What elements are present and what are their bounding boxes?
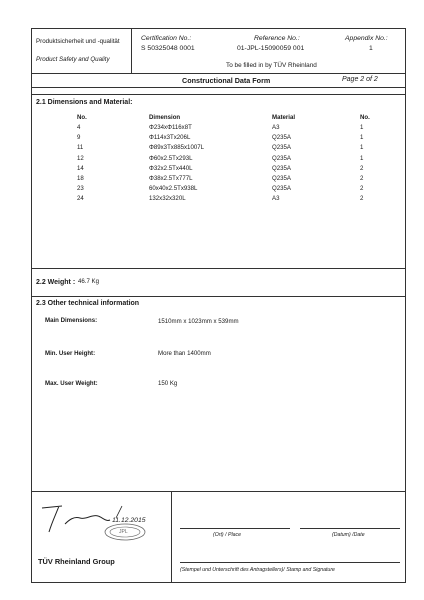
weight-value: 46.7 Kg [78, 278, 100, 285]
date-line [300, 528, 400, 529]
cell-no: 18 [77, 175, 84, 182]
footer-block [32, 492, 405, 583]
cell-no: 9 [77, 134, 81, 142]
document-frame [31, 28, 406, 583]
cell-no: 24 [77, 195, 84, 203]
cell-dimension: Φ32x2.5Tx440L [149, 164, 193, 172]
cell-material: Q235A [272, 164, 291, 172]
appendix-value: 1 [369, 45, 373, 52]
stamp-text: JPL [119, 529, 128, 535]
stamp-signature-line [180, 562, 400, 563]
main-dimensions-label: Main Dimensions: [45, 317, 98, 324]
ref-value: 01-JPL-15090059 001 [237, 45, 305, 52]
cell-qty: 1 [360, 154, 364, 162]
cell-no: 14 [77, 164, 84, 172]
weight-section [32, 269, 405, 297]
dimensions-section [32, 94, 405, 269]
weight-label: 2.2 Weight : [36, 279, 76, 286]
ref-label: Reference No.: [254, 35, 300, 42]
org-name: TÜV Rheinland Group [38, 557, 115, 566]
place-label: (Ort) / Place [213, 532, 241, 538]
page-number: Page 2 of 2 [342, 76, 378, 83]
cell-qty: 2 [360, 185, 364, 193]
stamp-label: (Stempel und Unterschrift des Antragstellers)/ Stamp and Signature [180, 567, 335, 573]
place-line [180, 528, 290, 529]
cell-dimension: Φ89x3Tx885x1007L [149, 144, 205, 152]
cell-no: 12 [77, 154, 84, 162]
cell-dimension: Φ114x3Tx206L [149, 134, 191, 142]
cell-dimension: Φ60x2.5Tx293L [149, 154, 193, 162]
cert-value: S 50325048 0001 [141, 45, 195, 52]
cell-material: Q235A [272, 175, 291, 182]
cell-material: Q235A [272, 154, 291, 162]
cell-no: 23 [77, 185, 84, 193]
cell-qty: 1 [360, 124, 364, 131]
cell-dimension: Φ38x2.5Tx777L [149, 175, 193, 182]
cell-material: A3 [272, 195, 280, 203]
cell-no: 11 [77, 144, 84, 152]
max-user-weight-label: Max. User Weight: [45, 380, 98, 387]
cell-dimension: 60x40x2.5Tx938L [149, 185, 198, 193]
cell-qty: 2 [360, 195, 364, 203]
cell-material: Q235A [272, 185, 291, 193]
cell-no: 4 [77, 124, 81, 131]
technical-section [32, 297, 405, 492]
cell-material: Q235A [272, 134, 291, 142]
min-user-height-value: More than 1400mm [158, 350, 211, 357]
cell-qty: 1 [360, 144, 364, 152]
signature-stamp-box [32, 492, 172, 583]
cert-label: Certification No.: [141, 35, 192, 42]
fill-note: To be filled in by TÜV Rheinland [226, 62, 317, 69]
signature-date: 11.12.2015 [112, 517, 146, 524]
col-header-dimension: Dimension [149, 114, 181, 121]
max-user-weight-value: 150 Kg [158, 380, 178, 387]
col-header-qty: No. [360, 114, 370, 121]
cell-dimension: 132x32x320L [149, 195, 186, 203]
cell-qty: 2 [360, 164, 364, 172]
cell-material: A3 [272, 124, 280, 131]
col-header-no: No. [77, 114, 87, 121]
cell-dimension: Φ234xΦ116x8T [149, 124, 192, 131]
company-line1: Produktsicherheit und -qualität [36, 38, 120, 45]
appendix-label: Appendix No.: [345, 35, 388, 42]
technical-title: 2.3 Other technical information [36, 300, 140, 307]
main-dimensions-value: 1510mm x 1023mm x 539mm [158, 318, 239, 325]
cell-qty: 1 [360, 134, 364, 142]
header-block [32, 29, 405, 74]
form-title-row [32, 74, 405, 88]
dimensions-title: 2.1 Dimensions and Material: [36, 99, 133, 106]
cell-qty: 2 [360, 175, 364, 182]
cell-material: Q235A [272, 144, 291, 152]
signature-image [32, 492, 172, 562]
date-label: (Datum) /Date [332, 532, 365, 538]
min-user-height-label: Min. User Height: [45, 350, 96, 357]
company-cell [32, 29, 132, 74]
company-line2: Product Safety and Quality [36, 56, 110, 63]
col-header-material: Material [272, 114, 296, 121]
form-title: Constructional Data Form [182, 76, 271, 85]
